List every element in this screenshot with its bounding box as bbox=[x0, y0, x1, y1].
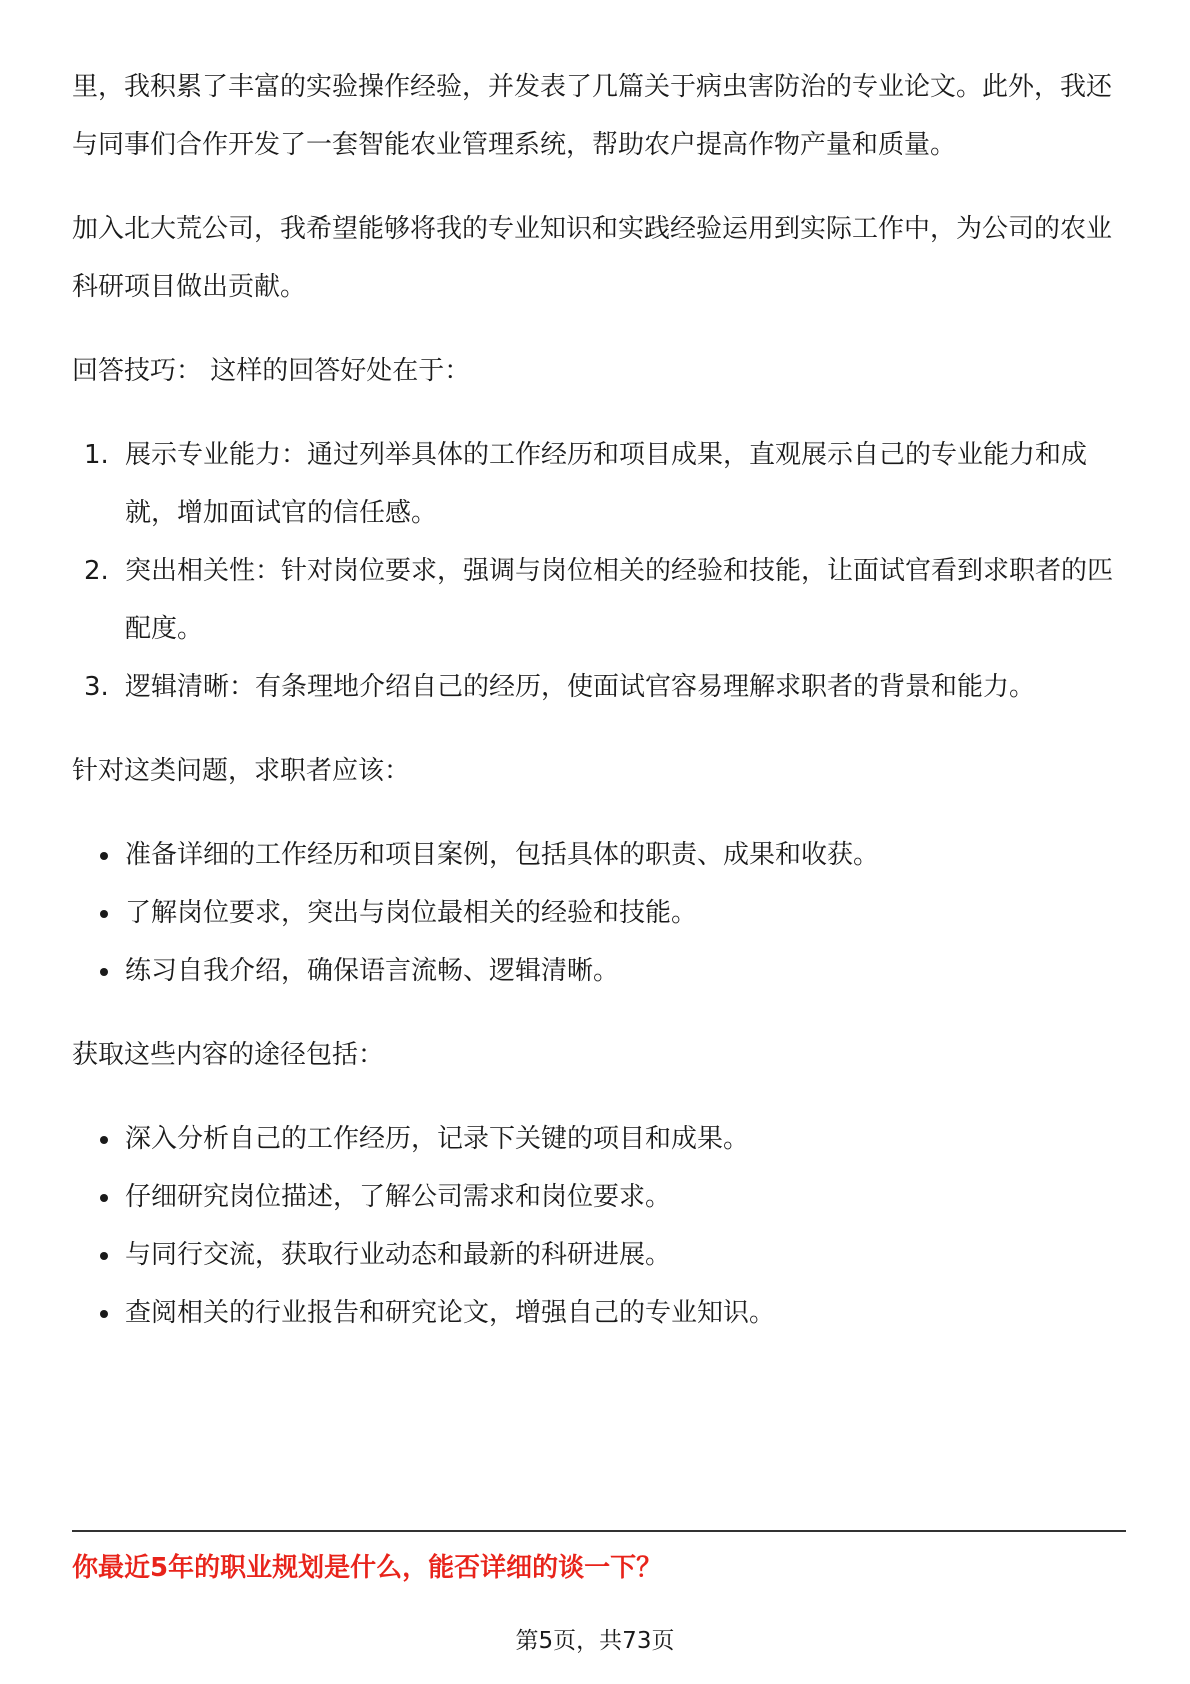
bullet-icon bbox=[100, 1194, 108, 1202]
tip-text: 逻辑清晰：有条理地介绍自己的经历，使面试官容易理解求职者的背景和能力。 bbox=[125, 672, 1036, 702]
tip-item bbox=[72, 542, 1122, 658]
should-item-text: 准备详细的工作经历和项目案例，包括具体的职责、成果和收获。 bbox=[125, 840, 880, 870]
ways-item-text: 与同行交流，获取行业动态和最新的科研进展。 bbox=[125, 1240, 672, 1270]
tip-item bbox=[72, 426, 1122, 542]
bullet-icon bbox=[100, 1310, 108, 1318]
intro-paragraph-1: 里，我积累了丰富的实验操作经验，并发表了几篇关于病虫害防治的专业论文。此外，我还与同事们合作开发了一套智能农业管理系统，帮助农户提高作物产量和质量。 bbox=[72, 72, 1113, 160]
ways-item-text: 深入分析自己的工作经历，记录下关键的项目和成果。 bbox=[125, 1124, 750, 1154]
page-content bbox=[72, 58, 1122, 1342]
tip-text: 展示专业能力：通过列举具体的工作经历和项目成果，直观展示自己的专业能力和成就，增加面试官的信任感。 bbox=[125, 440, 1088, 528]
should-item bbox=[72, 884, 1122, 942]
tips-heading: 回答技巧： 这样的回答好处在于： bbox=[72, 356, 471, 386]
ways-list bbox=[72, 1110, 1122, 1342]
section-divider bbox=[72, 1530, 1126, 1532]
ways-item bbox=[72, 1284, 1122, 1342]
ways-item bbox=[72, 1168, 1122, 1226]
page-footer: 第5页，共73页 bbox=[515, 1628, 675, 1654]
should-heading: 针对这类问题，求职者应该： bbox=[72, 756, 411, 786]
bullet-icon bbox=[100, 852, 108, 860]
should-item bbox=[72, 942, 1122, 1000]
should-item-text: 练习自我介绍，确保语言流畅、逻辑清晰。 bbox=[125, 956, 620, 986]
ways-item-text: 仔细研究岗位描述，了解公司需求和岗位要求。 bbox=[125, 1182, 672, 1212]
next-question-heading: 你最近5年的职业规划是什么，能否详细的谈一下？ bbox=[72, 1553, 663, 1583]
should-item bbox=[72, 826, 1122, 884]
ways-heading: 获取这些内容的途径包括： bbox=[72, 1040, 385, 1070]
tips-list bbox=[72, 426, 1122, 716]
bullet-icon bbox=[100, 968, 108, 976]
tip-number: 2. bbox=[84, 556, 109, 586]
ways-item bbox=[72, 1110, 1122, 1168]
intro-paragraph-2: 加入北大荒公司，我希望能够将我的专业知识和实践经验运用到实际工作中，为公司的农业科研项目做出贡献。 bbox=[72, 214, 1113, 302]
should-item-text: 了解岗位要求，突出与岗位最相关的经验和技能。 bbox=[125, 898, 698, 928]
bullet-icon bbox=[100, 1136, 108, 1144]
tip-text: 突出相关性：针对岗位要求，强调与岗位相关的经验和技能，让面试官看到求职者的匹配度。 bbox=[125, 556, 1114, 644]
tip-number: 1. bbox=[84, 440, 109, 470]
tip-number: 3. bbox=[84, 672, 109, 702]
should-list bbox=[72, 826, 1122, 1000]
ways-item-text: 查阅相关的行业报告和研究论文，增强自己的专业知识。 bbox=[125, 1298, 776, 1328]
bullet-icon bbox=[100, 910, 108, 918]
bullet-icon bbox=[100, 1252, 108, 1260]
tip-item bbox=[72, 658, 1122, 716]
ways-item bbox=[72, 1226, 1122, 1284]
